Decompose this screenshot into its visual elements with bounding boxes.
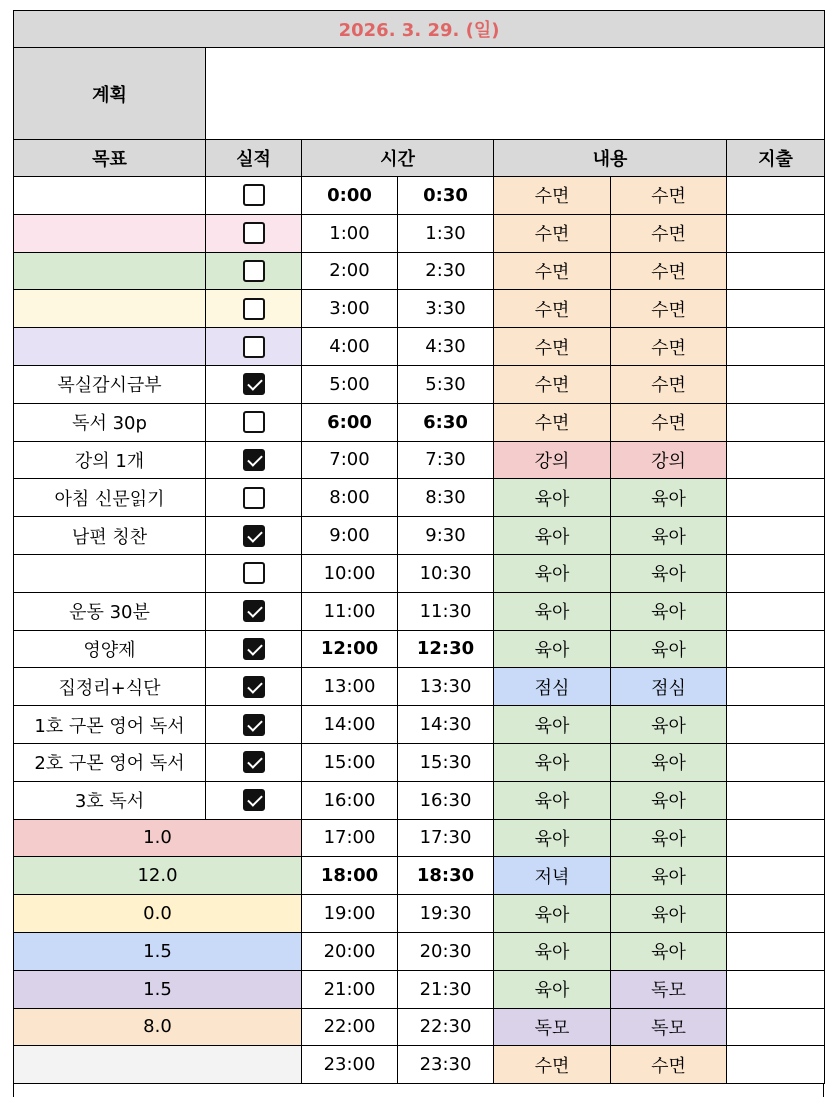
plan-cell[interactable] [206,48,825,140]
time-end-cell[interactable]: 12:30 [398,630,494,668]
goal-cell[interactable]: 집정리+식단 [14,668,206,706]
checkbox-unchecked[interactable] [243,411,265,433]
schedule-row [14,328,825,366]
goal-cell[interactable]: 2호 구몬 영어 독서 [14,743,206,781]
goal-cell[interactable] [14,290,206,328]
time-start-cell[interactable]: 6:00 [302,403,398,441]
schedule-row [14,970,825,1008]
result-cell[interactable] [206,781,302,819]
result-cell[interactable] [206,479,302,517]
checkbox-unchecked[interactable] [243,260,265,282]
content-cell[interactable]: 육아 [494,592,611,630]
time-end-cell[interactable]: 3:30 [398,290,494,328]
goal-cell[interactable]: 독서 30p [14,403,206,441]
content-cell[interactable]: 육아 [494,743,611,781]
time-end-cell[interactable]: 4:30 [398,328,494,366]
time-start-cell[interactable]: 4:00 [302,328,398,366]
time-start-cell[interactable]: 19:00 [302,895,398,933]
time-start-cell[interactable]: 5:00 [302,365,398,403]
result-cell[interactable] [206,554,302,592]
content-cell[interactable]: 육아 [611,706,727,744]
content-cell[interactable]: 육아 [494,970,611,1008]
time-start-cell[interactable]: 17:00 [302,819,398,857]
content-cell[interactable]: 수면 [611,252,727,290]
daily-planner-sheet [13,10,825,1084]
expense-cell[interactable] [727,554,825,592]
content-cell[interactable]: 수면 [494,403,611,441]
summary-cell[interactable] [14,1046,302,1084]
schedule-row [14,706,825,744]
schedule-row [14,781,825,819]
goal-cell[interactable] [14,328,206,366]
time-end-cell[interactable]: 11:30 [398,592,494,630]
content-cell[interactable]: 수면 [494,290,611,328]
content-cell[interactable]: 육아 [494,781,611,819]
result-cell[interactable] [206,706,302,744]
result-cell[interactable] [206,252,302,290]
result-cell[interactable] [206,328,302,366]
goal-cell[interactable] [14,214,206,252]
time-end-cell[interactable]: 7:30 [398,441,494,479]
schedule-row [14,252,825,290]
time-end-cell[interactable]: 2:30 [398,252,494,290]
schedule-row [14,743,825,781]
time-end-cell[interactable]: 23:30 [398,1046,494,1084]
schedule-row [14,857,825,895]
content-cell[interactable]: 육아 [494,479,611,517]
expense-cell[interactable] [727,819,825,857]
goal-cell[interactable]: 운동 30분 [14,592,206,630]
result-cell[interactable] [206,365,302,403]
content-cell[interactable]: 육아 [494,819,611,857]
content-cell[interactable]: 육아 [611,895,727,933]
schedule-row [14,177,825,215]
header-result[interactable]: 실적 [206,140,302,177]
checkbox-checked[interactable] [243,789,265,811]
checkbox-unchecked[interactable] [243,562,265,584]
schedule-row [14,479,825,517]
result-cell[interactable] [206,403,302,441]
result-cell[interactable] [206,592,302,630]
content-cell[interactable]: 수면 [611,365,727,403]
schedule-row [14,214,825,252]
expense-cell[interactable] [727,781,825,819]
content-cell[interactable]: 수면 [611,1046,727,1084]
schedule-row [14,668,825,706]
content-cell[interactable]: 수면 [611,290,727,328]
time-start-cell[interactable]: 2:00 [302,252,398,290]
plan-label[interactable]: 계획 [14,48,206,140]
content-cell[interactable]: 수면 [494,252,611,290]
time-start-cell[interactable]: 12:00 [302,630,398,668]
schedule-row [14,1046,825,1084]
expense-cell[interactable] [727,328,825,366]
checkbox-unchecked[interactable] [243,184,265,206]
content-cell[interactable]: 수면 [611,177,727,215]
expense-cell[interactable] [727,479,825,517]
schedule-row [14,290,825,328]
expense-cell[interactable] [727,177,825,215]
time-end-cell[interactable]: 19:30 [398,895,494,933]
schedule-row [14,441,825,479]
summary-cell[interactable]: 8.0 [14,1008,302,1046]
summary-cell[interactable]: 0.0 [14,895,302,933]
time-end-cell[interactable]: 20:30 [398,932,494,970]
summary-cell[interactable]: 1.5 [14,970,302,1008]
content-cell[interactable]: 수면 [611,328,727,366]
expense-cell[interactable] [727,857,825,895]
content-cell[interactable]: 강의 [494,441,611,479]
content-cell[interactable]: 저녁 [494,857,611,895]
goal-cell[interactable] [14,177,206,215]
content-cell[interactable]: 수면 [494,365,611,403]
time-end-cell[interactable]: 13:30 [398,668,494,706]
checkbox-unchecked[interactable] [243,487,265,509]
goal-cell[interactable]: 남편 칭찬 [14,517,206,555]
time-start-cell[interactable]: 22:00 [302,1008,398,1046]
goal-cell[interactable]: 영양제 [14,630,206,668]
expense-cell[interactable] [727,517,825,555]
time-start-cell[interactable]: 7:00 [302,441,398,479]
content-cell[interactable]: 육아 [611,857,727,895]
checkbox-unchecked[interactable] [243,222,265,244]
result-cell[interactable] [206,743,302,781]
checkbox-checked[interactable] [243,676,265,698]
content-cell[interactable]: 독모 [611,970,727,1008]
expense-cell[interactable] [727,1008,825,1046]
expense-cell[interactable] [727,252,825,290]
time-start-cell[interactable]: 0:00 [302,177,398,215]
expense-cell[interactable] [727,403,825,441]
content-cell[interactable]: 육아 [611,592,727,630]
time-start-cell[interactable]: 3:00 [302,290,398,328]
goal-cell[interactable] [14,252,206,290]
schedule-row [14,592,825,630]
expense-cell[interactable] [727,592,825,630]
goal-cell[interactable]: 강의 1개 [14,441,206,479]
checkbox-checked[interactable] [243,751,265,773]
schedule-row [14,365,825,403]
summary-cell[interactable]: 1.0 [14,819,302,857]
content-cell[interactable]: 육아 [494,706,611,744]
content-cell[interactable]: 수면 [494,1046,611,1084]
checkbox-unchecked[interactable] [243,298,265,320]
time-start-cell[interactable]: 8:00 [302,479,398,517]
goal-cell[interactable]: 목실감시금부 [14,365,206,403]
goal-cell[interactable] [14,554,206,592]
schedule-row [14,1008,825,1046]
time-start-cell[interactable]: 13:00 [302,668,398,706]
content-cell[interactable]: 독모 [494,1008,611,1046]
schedule-row [14,554,825,592]
checkbox-checked[interactable] [243,373,265,395]
checkbox-checked[interactable] [243,600,265,622]
content-cell[interactable]: 육아 [494,517,611,555]
expense-cell[interactable] [727,970,825,1008]
checkbox-checked[interactable] [243,449,265,471]
time-end-cell[interactable]: 1:30 [398,214,494,252]
content-cell[interactable]: 육아 [494,932,611,970]
expense-cell[interactable] [727,214,825,252]
result-cell[interactable] [206,630,302,668]
header-goal[interactable]: 목표 [14,140,206,177]
checkbox-unchecked[interactable] [243,336,265,358]
header-content[interactable]: 내용 [494,140,727,177]
content-cell[interactable]: 독모 [611,1008,727,1046]
time-start-cell[interactable]: 14:00 [302,706,398,744]
time-end-cell[interactable]: 22:30 [398,1008,494,1046]
content-cell[interactable]: 수면 [611,403,727,441]
content-cell[interactable]: 육아 [494,895,611,933]
expense-cell[interactable] [727,290,825,328]
sheet-continuation [13,1083,824,1097]
content-cell[interactable]: 육아 [611,479,727,517]
result-cell[interactable] [206,177,302,215]
time-end-cell[interactable]: 15:30 [398,743,494,781]
content-cell[interactable]: 육아 [611,517,727,555]
goal-cell[interactable]: 아침 신문읽기 [14,479,206,517]
result-cell[interactable] [206,517,302,555]
result-cell[interactable] [206,290,302,328]
header-expense[interactable]: 지출 [727,140,825,177]
header-time[interactable]: 시간 [302,140,494,177]
time-start-cell[interactable]: 16:00 [302,781,398,819]
result-cell[interactable] [206,441,302,479]
time-end-cell[interactable]: 17:30 [398,819,494,857]
content-cell[interactable]: 육아 [494,630,611,668]
time-start-cell[interactable]: 23:00 [302,1046,398,1084]
time-start-cell[interactable]: 20:00 [302,932,398,970]
content-cell[interactable]: 점심 [611,668,727,706]
content-cell[interactable]: 육아 [611,554,727,592]
content-cell[interactable]: 육아 [494,554,611,592]
time-end-cell[interactable]: 14:30 [398,706,494,744]
schedule-row [14,403,825,441]
summary-cell[interactable]: 1.5 [14,932,302,970]
expense-cell[interactable] [727,630,825,668]
content-cell[interactable]: 육아 [611,932,727,970]
time-start-cell[interactable]: 21:00 [302,970,398,1008]
content-cell[interactable]: 육아 [611,630,727,668]
content-cell[interactable]: 수면 [611,214,727,252]
time-end-cell[interactable]: 18:30 [398,857,494,895]
schedule-row [14,630,825,668]
time-start-cell[interactable]: 1:00 [302,214,398,252]
content-cell[interactable]: 점심 [494,668,611,706]
expense-cell[interactable] [727,706,825,744]
content-cell[interactable]: 강의 [611,441,727,479]
expense-cell[interactable] [727,365,825,403]
time-end-cell[interactable]: 10:30 [398,554,494,592]
summary-cell[interactable]: 12.0 [14,857,302,895]
time-end-cell[interactable]: 8:30 [398,479,494,517]
time-end-cell[interactable]: 6:30 [398,403,494,441]
expense-cell[interactable] [727,441,825,479]
content-cell[interactable]: 육아 [611,781,727,819]
time-start-cell[interactable]: 10:00 [302,554,398,592]
schedule-row [14,895,825,933]
content-cell[interactable]: 수면 [494,214,611,252]
time-end-cell[interactable]: 9:30 [398,517,494,555]
time-end-cell[interactable]: 5:30 [398,365,494,403]
result-cell[interactable] [206,214,302,252]
time-start-cell[interactable]: 9:00 [302,517,398,555]
goal-cell[interactable]: 1호 구몬 영어 독서 [14,706,206,744]
content-cell[interactable]: 수면 [494,328,611,366]
expense-cell[interactable] [727,1046,825,1084]
time-start-cell[interactable]: 15:00 [302,743,398,781]
schedule-row [14,819,825,857]
time-end-cell[interactable]: 0:30 [398,177,494,215]
expense-cell[interactable] [727,743,825,781]
checkbox-checked[interactable] [243,714,265,736]
schedule-row [14,517,825,555]
goal-cell[interactable]: 3호 독서 [14,781,206,819]
time-start-cell[interactable]: 11:00 [302,592,398,630]
schedule-row [14,932,825,970]
checkbox-checked[interactable] [243,525,265,547]
time-end-cell[interactable]: 16:30 [398,781,494,819]
expense-cell[interactable] [727,895,825,933]
content-cell[interactable]: 육아 [611,743,727,781]
time-start-cell[interactable]: 18:00 [302,857,398,895]
content-cell[interactable]: 수면 [494,177,611,215]
time-end-cell[interactable]: 21:30 [398,970,494,1008]
expense-cell[interactable] [727,668,825,706]
checkbox-checked[interactable] [243,638,265,660]
result-cell[interactable] [206,668,302,706]
content-cell[interactable]: 육아 [611,819,727,857]
expense-cell[interactable] [727,932,825,970]
date-header[interactable]: 2026. 3. 29. (일) [14,11,825,48]
